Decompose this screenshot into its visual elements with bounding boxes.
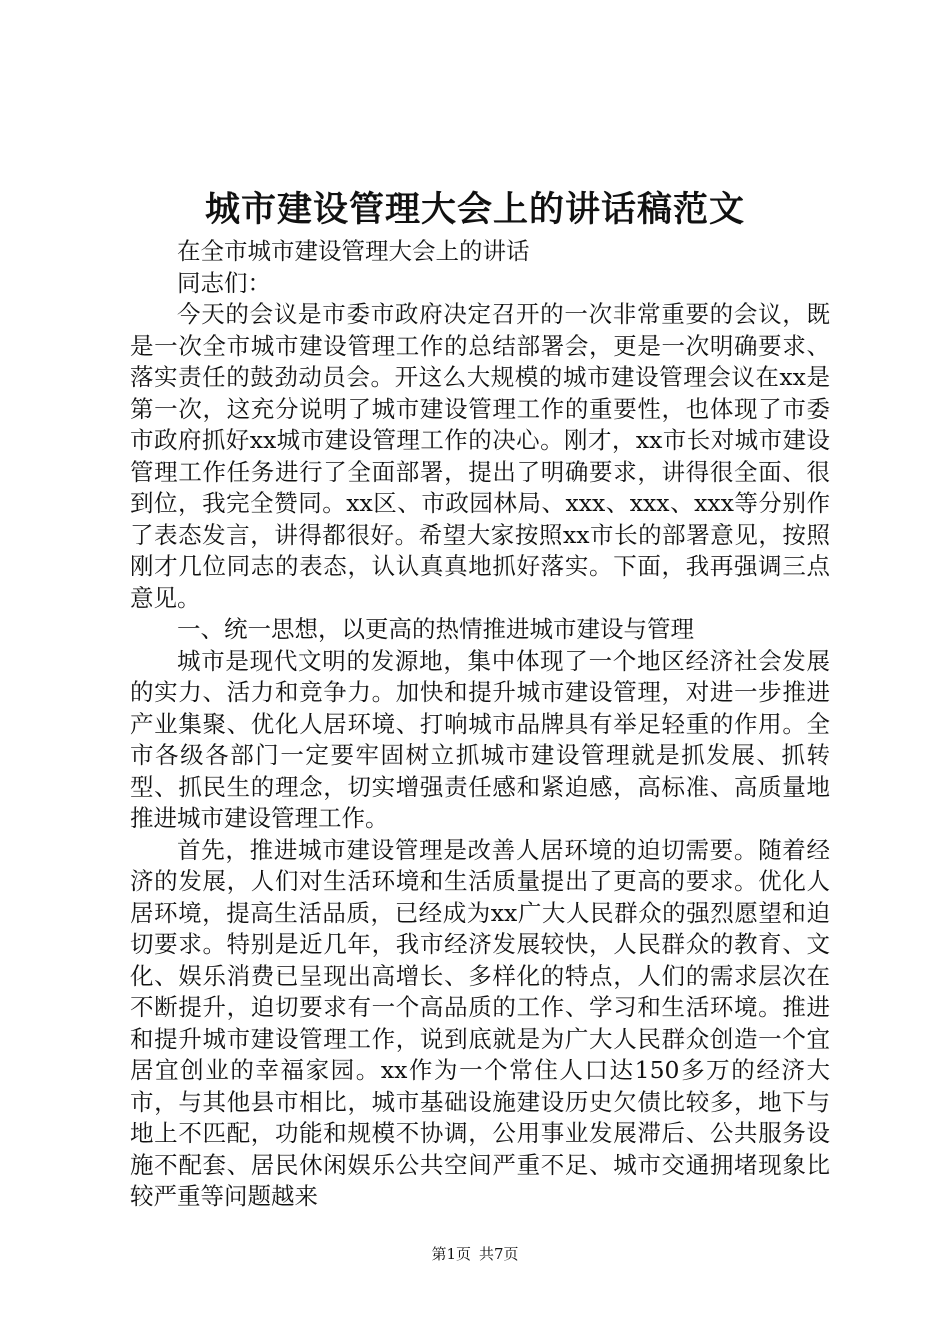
speech-subtitle: 在全市城市建设管理大会上的讲话	[177, 237, 530, 265]
body-paragraph: 城市是现代文明的发源地，集中体现了一个地区经济社会发展的实力、活力和竞争力。加快和提升城市建设管理，对进一步推进产业集聚、优化人居环境、打响城市品牌具有举足轻重的作用。全市各级各部门一定要牢固树立抓城市建设管理就是抓发展、抓转型、抓民生的理念，切实增强责任感和紧迫感，高标准、高质量地推进城市建设管理工作。	[130, 646, 830, 832]
page-footer	[0, 1243, 950, 1265]
section-heading: 一、统一思想，以更高的热情推进城市建设与管理	[177, 615, 694, 643]
body-paragraph: 首先，推进城市建设管理是改善人居环境的迫切需要。随着经济的发展，人们对生活环境和生活质量提出了更高的要求。优化人居环境，提高生活品质，已经成为xx广大人民群众的强烈愿望和迫切要求。特别是近几年，我市经济发展较快，人民群众的教育、文化、娱乐消费已呈现出高增长、多样化的特点，人们的需求层次在不断提升，迫切要求有一个高品质的工作、学习和生活环境。推进和提升城市建设管理工作，说到底就是为广大人民群众创造一个宜居宜创业的幸福家园。xx作为一个常住人口达150多万的经济大市，与其他县市相比，城市基础设施建设历史欠债比较多，地下与地上不匹配，功能和规模不协调，公用事业发展滞后、公共服务设施不配套、居民休闲娱乐公共空间严重不足、城市交通拥堵现象比较严重等问题越来	[130, 835, 830, 1210]
document-body	[130, 236, 830, 1213]
body-paragraph: 今天的会议是市委市政府决定召开的一次非常重要的会议，既是一次全市城市建设管理工作的总结部署会，更是一次明确要求、落实责任的鼓劲动员会。开这么大规模的城市建设管理会议在xx是第一次，这充分说明了城市建设管理工作的重要性，也体现了市委市政府抓好xx城市建设管理工作的决心。刚才，xx市长对城市建设管理工作任务进行了全面部署，提出了明确要求，讲得很全面、很到位，我完全赞同。xx区、市政园林局、xxx、xxx、xxx等分别作了表态发言，讲得都很好。希望大家按照xx市长的部署意见，按照刚才几位同志的表态，认认真真地抓好落实。下面，我再强调三点意见。	[130, 300, 830, 612]
salutation: 同志们：	[177, 268, 271, 297]
page-number: 第1页	[431, 1245, 471, 1263]
page-total: 共7页	[479, 1245, 519, 1263]
document-title: 城市建设管理大会上的讲话稿范文	[204, 189, 745, 230]
